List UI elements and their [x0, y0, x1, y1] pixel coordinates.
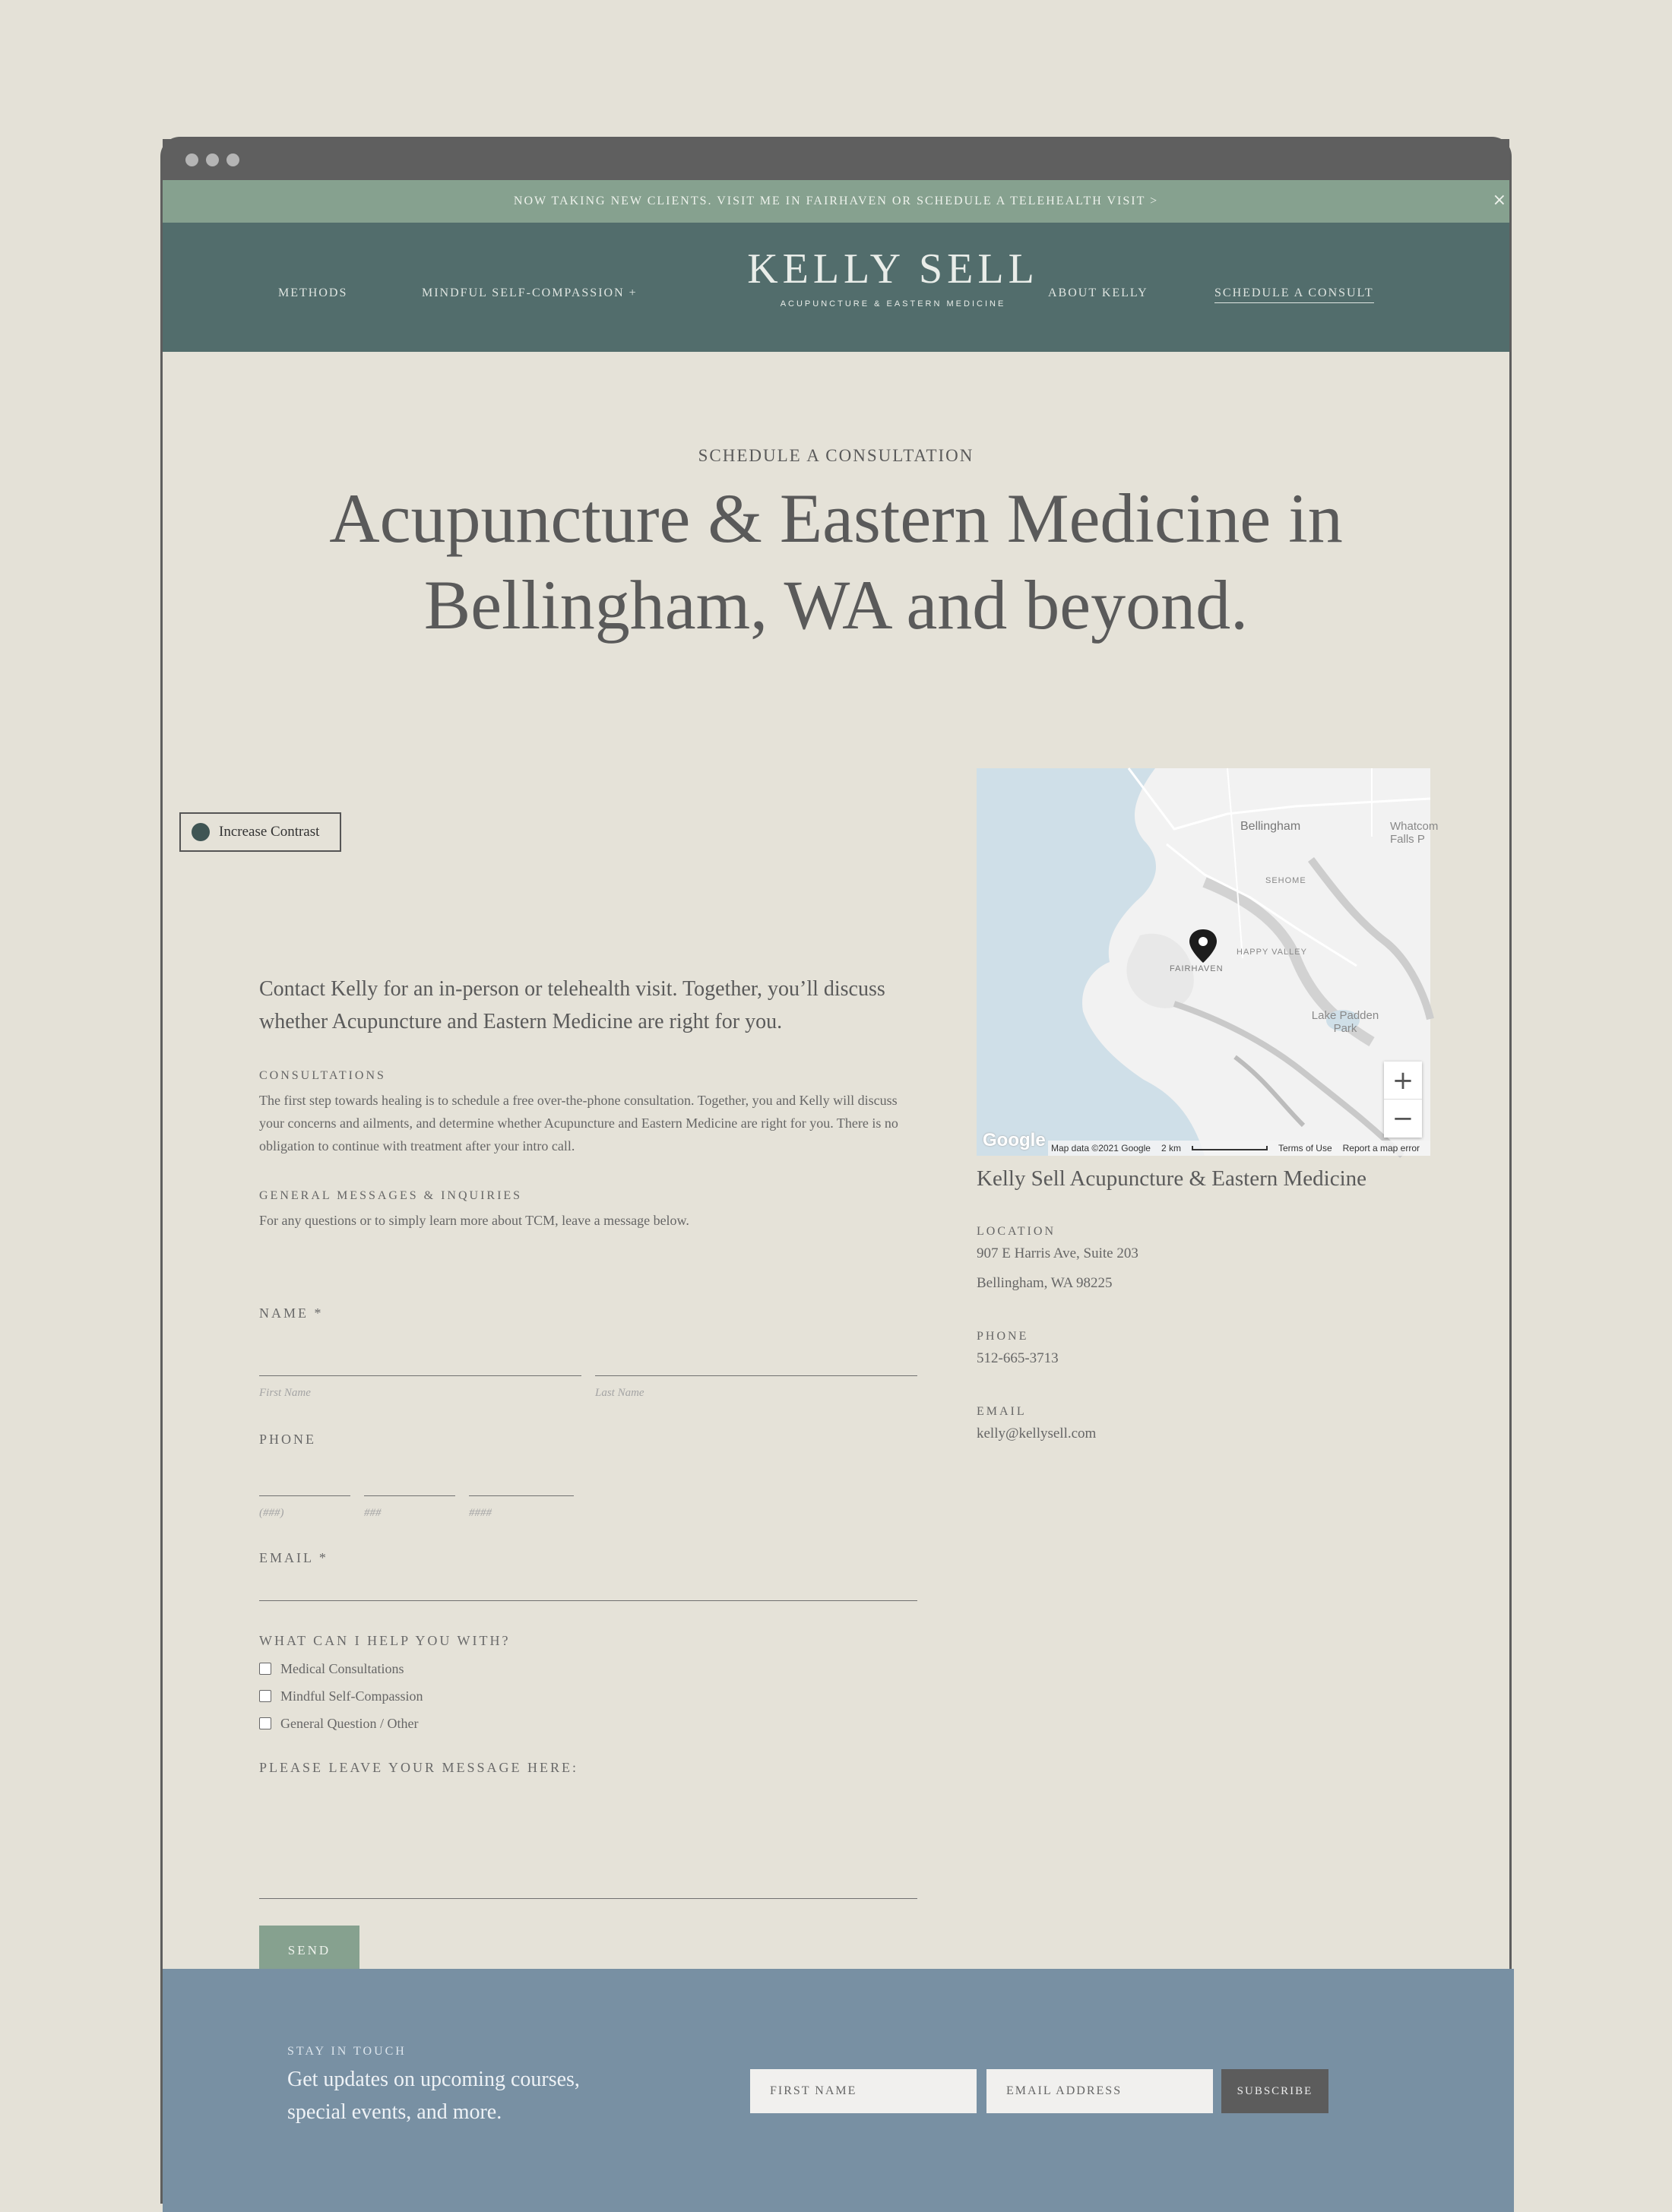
phone-line-input[interactable] — [469, 1469, 574, 1496]
browser-window — [160, 137, 1512, 2204]
map-label-sehome: SEHOME — [1265, 876, 1306, 885]
option-label: Medical Consultations — [280, 1660, 404, 1676]
business-name: Kelly Sell Acupuncture & Eastern Medicine — [977, 1166, 1366, 1191]
location-label: LOCATION — [977, 1225, 1056, 1238]
first-name-input[interactable] — [259, 1349, 581, 1376]
newsletter-email-input[interactable] — [986, 2069, 1213, 2113]
contrast-toggle-icon — [192, 823, 210, 841]
window-dot-icon[interactable] — [226, 153, 239, 166]
phone-number[interactable]: 512-665-3713 — [977, 1350, 1059, 1366]
address-line-1: 907 E Harris Ave, Suite 203 — [977, 1245, 1138, 1261]
option-label: Mindful Self-Compassion — [280, 1688, 423, 1704]
window-titlebar — [163, 139, 1509, 180]
hero-section — [163, 352, 1509, 739]
newsletter-message: Get updates on upcoming courses, special events, and more. — [287, 2068, 580, 2124]
map-zoom-controls — [1384, 1062, 1422, 1138]
window-dot-icon[interactable] — [206, 153, 219, 166]
site-logo[interactable] — [725, 244, 1061, 309]
contact-form-column — [259, 899, 917, 1976]
general-inquiries-text: For any questions or to simply learn more about TCM, leave a message below. — [259, 1213, 689, 1228]
newsletter-eyebrow: STAY IN TOUCH — [287, 2045, 407, 2058]
email-address[interactable]: kelly@kellysell.com — [977, 1426, 1097, 1441]
phone-fields — [259, 1469, 917, 1520]
first-name-hint: First Name — [259, 1387, 311, 1399]
site-header — [163, 223, 1509, 352]
nav-methods[interactable]: METHODS — [278, 286, 348, 299]
newsletter-first-name-input[interactable] — [750, 2069, 977, 2113]
last-name-input[interactable] — [595, 1349, 917, 1376]
help-options — [259, 1655, 917, 1737]
send-button[interactable]: SEND — [259, 1926, 359, 1976]
google-logo[interactable]: Google — [983, 1130, 1046, 1150]
option-general-question[interactable] — [259, 1710, 917, 1737]
hero-eyebrow: SCHEDULE A CONSULTATION — [698, 446, 974, 465]
page-title-line-1: Acupuncture & Eastern Medicine in — [329, 479, 1343, 557]
last-name-hint: Last Name — [595, 1387, 644, 1399]
address-line-2: Bellingham, WA 98225 — [977, 1275, 1113, 1291]
checkbox[interactable] — [259, 1690, 271, 1702]
map-terms-link[interactable]: Terms of Use — [1278, 1143, 1332, 1153]
nav-schedule-consult[interactable]: SCHEDULE A CONSULT — [1214, 286, 1374, 303]
email-label: EMAIL * — [259, 1550, 328, 1565]
phone-prefix-hint: ### — [364, 1507, 382, 1519]
map-label-happy-valley: HAPPY VALLEY — [1237, 948, 1307, 957]
phone-line-hint: #### — [469, 1507, 492, 1519]
announcement-bar[interactable] — [163, 180, 1509, 223]
announcement-text[interactable]: NOW TAKING NEW CLIENTS. VISIT ME IN FAIRHAVEN OR SCHEDULE A TELEHEALTH VISIT > — [513, 195, 1159, 207]
map-canvas[interactable] — [977, 768, 1430, 1156]
intro-text: Contact Kelly for an in-person or telehealth visit. Together, you’ll discuss whether Acupuncture and Eastern Medicine are right for you. — [259, 977, 885, 1033]
map-label-whatcom-falls: Whatcom Falls P — [1390, 820, 1439, 846]
contact-details-column — [977, 1166, 1430, 1448]
map-report-link[interactable]: Report a map error — [1342, 1143, 1420, 1153]
location-map[interactable] — [977, 768, 1439, 1156]
message-textarea[interactable] — [259, 1785, 917, 1899]
phone-area-input[interactable] — [259, 1469, 350, 1496]
zoom-in-button[interactable]: + — [1384, 1062, 1422, 1100]
map-attribution-bar — [1048, 1141, 1430, 1156]
phone-heading: PHONE — [977, 1330, 1029, 1343]
general-inquiries-heading: GENERAL MESSAGES & INQUIRIES — [259, 1189, 523, 1202]
message-label: PLEASE LEAVE YOUR MESSAGE HERE: — [259, 1760, 579, 1775]
logo-tagline: ACUPUNCTURE & EASTERN MEDICINE — [780, 299, 1006, 309]
phone-area-hint: (###) — [259, 1507, 284, 1519]
newsletter-footer — [163, 1969, 1514, 2212]
name-label: NAME * — [259, 1305, 324, 1321]
map-label-lake-padden: Lake Padden Park — [1311, 1009, 1379, 1035]
option-medical-consultations[interactable] — [259, 1655, 917, 1682]
page-title — [163, 475, 1509, 648]
map-label-bellingham: Bellingham — [1240, 820, 1301, 833]
nav-about-kelly[interactable]: ABOUT KELLY — [1048, 286, 1148, 299]
contrast-toggle-label: Increase Contrast — [219, 824, 320, 840]
map-data-credit: Map data ©2021 Google — [1051, 1143, 1151, 1153]
close-icon[interactable]: × — [1492, 191, 1506, 210]
checkbox[interactable] — [259, 1717, 271, 1729]
nav-mindful-self-compassion[interactable]: MINDFUL SELF-COMPASSION + — [422, 286, 638, 299]
increase-contrast-toggle[interactable] — [179, 812, 341, 852]
email-input[interactable] — [259, 1574, 917, 1601]
name-fields — [259, 1349, 917, 1400]
option-mindful-self-compassion[interactable] — [259, 1682, 917, 1710]
consultations-heading: CONSULTATIONS — [259, 1069, 386, 1082]
map-label-fairhaven: FAIRHAVEN — [1170, 964, 1224, 973]
map-scale: 2 km — [1161, 1143, 1181, 1153]
option-label: General Question / Other — [280, 1715, 419, 1731]
logo-name: KELLY SELL — [747, 245, 1039, 293]
page-title-line-2: Bellingham, WA and beyond. — [423, 566, 1249, 644]
zoom-out-button[interactable]: − — [1392, 1103, 1414, 1134]
subscribe-button[interactable]: SUBSCRIBE — [1221, 2069, 1328, 2113]
help-label: WHAT CAN I HELP YOU WITH? — [259, 1633, 511, 1648]
consultations-text: The first step towards healing is to schedule a free over-the-phone consultation. Together, you and Kelly will discuss your concerns and ailments, and determine whether Acupuncture and Eastern Medicine are right for you. There is no obligation to continue with treatment after your intro call. — [259, 1093, 898, 1153]
email-heading: EMAIL — [977, 1405, 1027, 1418]
phone-label: PHONE — [259, 1432, 317, 1447]
window-dot-icon[interactable] — [185, 153, 198, 166]
map-scale-bar — [1192, 1146, 1268, 1150]
location-pin-dot — [1199, 937, 1208, 946]
checkbox[interactable] — [259, 1663, 271, 1675]
phone-prefix-input[interactable] — [364, 1469, 455, 1496]
